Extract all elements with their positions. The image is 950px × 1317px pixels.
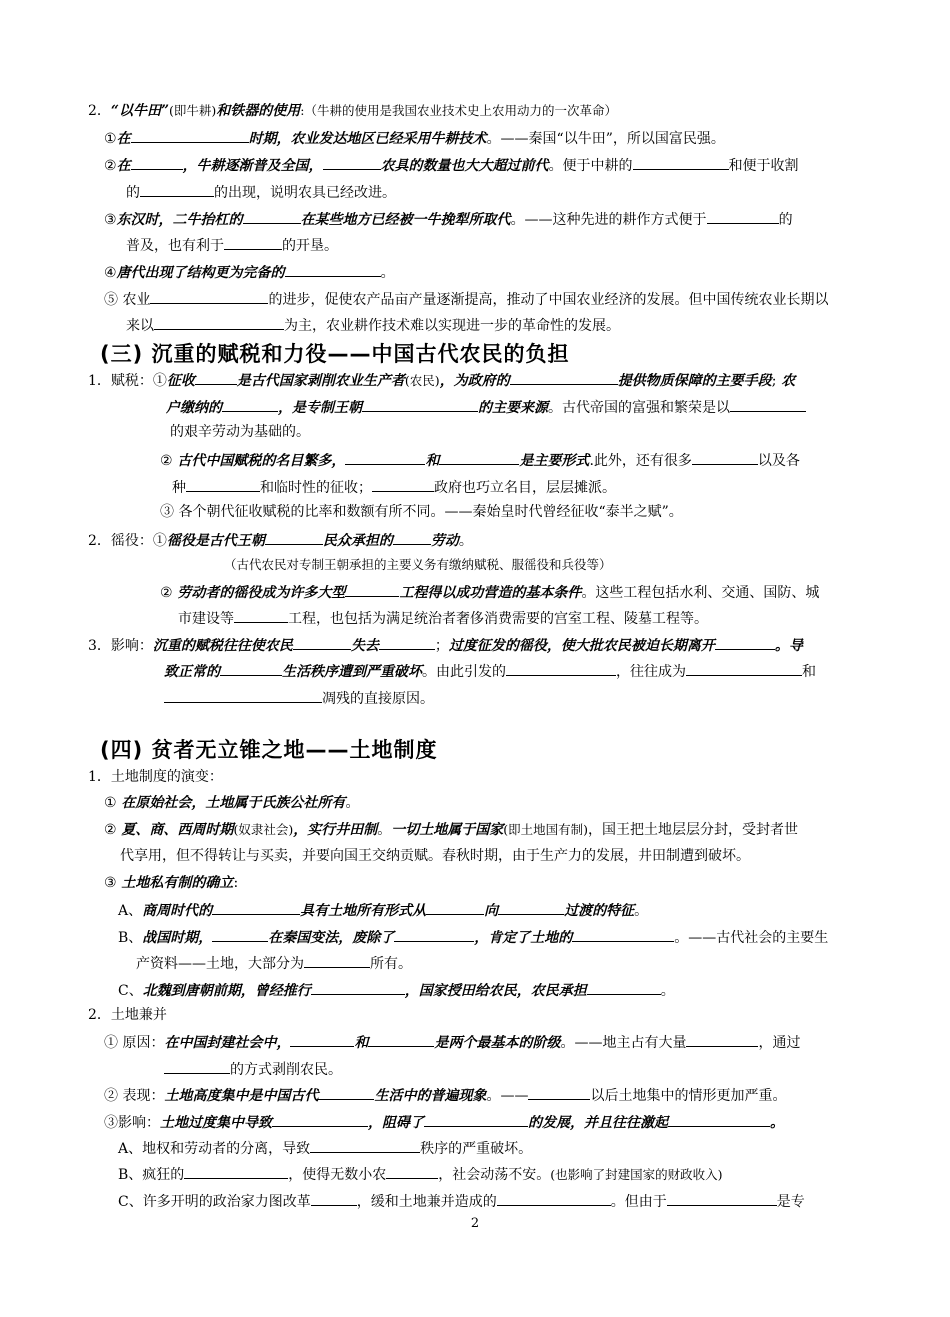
text-line: [126, 234, 338, 256]
fill-blank[interactable]: [285, 261, 381, 277]
text: ;: [771, 373, 777, 389]
keyword: 在秦国变法，废除了: [268, 930, 395, 946]
fill-blank[interactable]: [131, 154, 183, 170]
fill-blank[interactable]: [497, 1190, 611, 1206]
text-line: [118, 1190, 805, 1212]
circled-number: ②: [104, 822, 117, 838]
circled-number: ④: [104, 265, 117, 281]
text-line: [126, 181, 396, 203]
note: (即土地国有制): [503, 822, 588, 837]
text: 以及各: [757, 453, 800, 469]
fill-blank[interactable]: [692, 449, 758, 465]
fill-blank[interactable]: [345, 581, 399, 597]
keyword: 具有土地所有形式从: [300, 903, 427, 919]
fill-blank[interactable]: [212, 926, 268, 942]
fill-blank[interactable]: [668, 1111, 770, 1127]
text: 。: [660, 983, 675, 999]
fill-blank[interactable]: [686, 660, 802, 676]
keyword: 提供物质保障的主要手段: [617, 373, 772, 389]
text: 。由此引发的: [422, 664, 506, 680]
item-number: 3．影响：: [88, 638, 153, 654]
keyword: 商周时代的: [142, 903, 213, 919]
item-number: 2．: [88, 103, 111, 119]
keyword: “以牛田”: [110, 103, 170, 119]
keyword: 过度征发的徭役，使大批农民被迫长期离开: [448, 638, 715, 654]
text: 为主，农业耕作技术难以实现进一步的革命性的发展。: [284, 318, 620, 334]
note: (也影响了封建国家的财政收入): [550, 1167, 723, 1182]
keyword: 战国时期，: [142, 930, 213, 946]
circled-number: ②: [160, 453, 173, 469]
text: C、许多开明的政治家力图改革: [118, 1194, 311, 1210]
fill-blank[interactable]: [424, 1111, 528, 1127]
text: 。: [380, 265, 395, 281]
text: B、疯狂的: [118, 1167, 185, 1183]
circled-number: ①: [104, 795, 117, 811]
keyword: 向: [484, 903, 499, 919]
text-line: [104, 820, 798, 840]
keyword: 农: [776, 373, 796, 389]
fill-blank[interactable]: [186, 476, 260, 492]
fill-blank[interactable]: [290, 1031, 354, 1047]
keyword: 是主要形式: [519, 453, 590, 469]
fill-blank[interactable]: [379, 634, 435, 650]
text: 产资料——土地，大部分为: [136, 956, 304, 972]
keyword: 土地过度集中导致: [160, 1115, 272, 1131]
fill-blank[interactable]: [224, 234, 282, 250]
keyword: 。导: [774, 638, 803, 654]
keyword: 劳动: [430, 533, 459, 549]
text: 所有。: [370, 956, 412, 972]
text-line: [88, 101, 617, 121]
text: 代享用，但不得转让与买卖，并要向国王交纳贡赋。春秋时期，由于生产力的发展，井田制遭到破坏。: [120, 848, 750, 864]
fill-blank[interactable]: [372, 476, 434, 492]
fill-blank[interactable]: [386, 1163, 438, 1179]
text: 。但由于: [610, 1194, 667, 1210]
text-line: [118, 899, 648, 921]
fill-blank[interactable]: [633, 154, 729, 170]
text: 普及，也有利于: [126, 238, 224, 254]
text: 的方式剥削农民。: [230, 1062, 342, 1078]
text-line: [104, 1031, 800, 1053]
text: 的: [126, 185, 140, 201]
text-line: [178, 607, 708, 629]
text-line: [104, 208, 793, 230]
text-line: [118, 979, 675, 1001]
text: 。: [634, 903, 649, 919]
text: 的艰辛劳动为基础的。: [170, 424, 310, 440]
text: 。——秦国“以牛田”，所以国富民强。: [486, 131, 725, 147]
keyword: 是古代国家剥削农业生产者: [236, 373, 405, 389]
fill-blank[interactable]: [667, 1190, 777, 1206]
text: ；: [434, 638, 449, 654]
text: ③ 各个朝代征收赋税的比率和数额有所不同。——秦始皇时代曾经征收“泰半之赋”。: [160, 504, 683, 520]
fill-blank[interactable]: [222, 396, 278, 412]
keyword: ，牛耕逐渐普及全国，: [182, 158, 323, 174]
text: A、: [118, 903, 143, 919]
fill-blank[interactable]: [393, 529, 431, 545]
fill-blank[interactable]: [439, 449, 519, 465]
fill-blank[interactable]: [243, 208, 301, 224]
text: 。——古代社会的主要生: [674, 930, 829, 946]
text: 来以: [126, 318, 154, 334]
text-line: [104, 1111, 784, 1133]
circled-number: ①: [104, 131, 117, 147]
note: （古代农民对专制王朝承担的主要义务有缴纳赋税、服徭役和兵役等）: [224, 557, 612, 572]
text-line: [88, 1005, 167, 1025]
keyword: 在: [116, 158, 131, 174]
keyword: 工程得以成功营造的基本条件: [399, 585, 582, 601]
fill-blank[interactable]: [150, 288, 268, 304]
keyword: 劳动者的徭役成为许多大型: [172, 585, 346, 601]
text-line: [104, 873, 238, 893]
keyword: 沉重的赋税往往使农民: [152, 638, 293, 654]
text: ，使得无数小农: [288, 1167, 387, 1183]
keyword: ，是专制王朝: [278, 400, 362, 416]
text: :: [233, 875, 239, 891]
text: 以后土地集中的情形更加严重。: [590, 1088, 787, 1104]
keyword: 在: [116, 131, 131, 147]
section-heading: (三) 沉重的赋税和力役——中国古代农民的负担: [100, 342, 570, 366]
text: ，往往成为: [616, 664, 686, 680]
keyword: 的主要来源: [478, 400, 548, 416]
text: 政府也巧立名目，层层摊派。: [434, 480, 616, 496]
text: 的进步，促使农产品亩产量逐渐提高，推动了中国农业经济的发展。但中国传统农业长期以: [268, 292, 829, 308]
fill-blank[interactable]: [293, 634, 351, 650]
text-line: [172, 476, 616, 498]
text-line: [164, 1058, 342, 1080]
keyword: 的发展，并且往往激起: [528, 1115, 668, 1131]
keyword: 民众承担的: [322, 533, 393, 549]
text: 凋残的直接原因。: [322, 691, 434, 707]
text: .此外，还有很多: [589, 453, 692, 469]
text-line: [164, 687, 434, 709]
page-number: 2: [470, 1216, 480, 1231]
text: 。这些工程包括水利、交通、国防、城: [581, 585, 820, 601]
text: C、: [118, 983, 143, 999]
keyword: 北魏到唐朝前期，曾经推行: [142, 983, 311, 999]
text: 的开垦。: [282, 238, 338, 254]
circled-number: ③: [104, 875, 117, 891]
keyword: 。: [770, 1115, 784, 1131]
fill-blank[interactable]: [686, 1031, 758, 1047]
keyword: 和: [354, 1035, 369, 1051]
text: 工程，也包括为满足统治者奢侈消费需要的宫室工程、陵墓工程等。: [288, 611, 708, 627]
fill-blank[interactable]: [730, 396, 806, 412]
text: 。: [377, 822, 392, 838]
fill-blank[interactable]: [164, 687, 322, 703]
keyword: 一切土地属于国家: [391, 822, 504, 838]
keyword: ，国家授田给农民，农民承担: [404, 983, 587, 999]
fill-blank[interactable]: [234, 607, 288, 623]
fill-blank[interactable]: [310, 1137, 420, 1153]
fill-blank[interactable]: [311, 1190, 357, 1206]
text-line: [118, 1137, 532, 1159]
text-line: [104, 793, 359, 813]
keyword: ，实行井田制: [293, 822, 378, 838]
circled-number: ②: [160, 585, 173, 601]
fill-blank[interactable]: [195, 369, 237, 385]
text: 。: [345, 795, 360, 811]
text-line: [104, 1084, 786, 1106]
keyword: 唐代出现了结构更为完备的: [116, 265, 285, 281]
fill-blank[interactable]: [304, 952, 370, 968]
keyword: 土地高度集中是中国古代: [164, 1088, 319, 1104]
text: ① 原因：: [104, 1035, 165, 1051]
note: :（牛耕的使用是我国农业技术史上农用动力的一次革命）: [300, 103, 618, 118]
text-line: [120, 846, 750, 866]
keyword: ，为政府的: [439, 373, 510, 389]
fill-blank[interactable]: [140, 181, 214, 197]
fill-blank[interactable]: [707, 208, 779, 224]
keyword: 户缴纳的: [166, 400, 222, 416]
note: (农民): [404, 373, 440, 388]
fill-blank[interactable]: [265, 529, 323, 545]
text-line: [160, 502, 683, 522]
keyword: 生活中的普遍现象: [374, 1088, 487, 1104]
text: 种: [172, 480, 186, 496]
circled-number: ②: [104, 158, 117, 174]
fill-blank[interactable]: [510, 369, 618, 385]
section-heading: (四) 贫者无立锥之地——土地制度: [100, 738, 438, 762]
text-line: [104, 288, 828, 310]
text-line: [160, 449, 800, 471]
fill-blank[interactable]: [506, 660, 616, 676]
text-line: [126, 314, 620, 336]
text: ，缓和土地兼并造成的: [356, 1194, 497, 1210]
keyword: 是两个最基本的阶级: [434, 1035, 561, 1051]
text-line: [170, 422, 310, 442]
fill-blank[interactable]: [272, 1111, 368, 1127]
text: 和: [802, 664, 816, 680]
text: 。: [458, 533, 473, 549]
keyword: 在中国封建社会中，: [164, 1035, 291, 1051]
text: ，国王把土地层层分封，受封者世: [587, 822, 798, 838]
keyword: 时期，农业发达地区已经采用牛耕技术: [248, 131, 487, 147]
text-line: [118, 926, 828, 948]
fill-blank[interactable]: [154, 314, 284, 330]
keyword: 过渡的特征: [564, 903, 635, 919]
text: ③影响：: [104, 1115, 160, 1131]
keyword: 东汉时，二牛抬杠的: [116, 212, 243, 228]
keyword: 土地私有制的确立: [116, 875, 234, 891]
text-line: [88, 529, 473, 551]
item-number: 2．徭役：①: [88, 533, 167, 549]
fill-blank[interactable]: [498, 899, 564, 915]
text-line: [166, 396, 806, 418]
fill-blank[interactable]: [394, 926, 474, 942]
text: ，社会动荡不安。: [438, 1167, 551, 1183]
text-line: [104, 261, 395, 283]
text-line: [88, 369, 795, 391]
text: 市建设等: [178, 611, 234, 627]
keyword: 和铁器的使用: [216, 103, 301, 119]
fill-blank[interactable]: [164, 1058, 230, 1074]
text: ⑤ 农业: [104, 292, 151, 308]
text-line: [136, 952, 412, 974]
text: B、: [118, 930, 143, 946]
fill-blank[interactable]: [212, 899, 300, 915]
fill-blank[interactable]: [572, 926, 674, 942]
note: (即牛耕): [169, 103, 217, 118]
keyword: 农具的数量也大大超过前代: [380, 158, 549, 174]
text-line: [88, 767, 223, 787]
text: 的: [778, 212, 793, 228]
item-number: 2．土地兼并: [88, 1007, 167, 1023]
fill-blank[interactable]: [715, 634, 775, 650]
keyword: 在原始社会，土地属于氏族公社所有: [116, 795, 346, 811]
text: 。——: [486, 1088, 529, 1104]
fill-blank[interactable]: [426, 899, 484, 915]
fill-blank[interactable]: [528, 1084, 590, 1100]
fill-blank[interactable]: [368, 1031, 434, 1047]
circled-number: ③: [104, 212, 117, 228]
fill-blank[interactable]: [323, 154, 381, 170]
keyword: 古代中国赋税的名目繁多，: [172, 453, 346, 469]
keyword: 夏、商、西周时期: [116, 822, 234, 838]
fill-blank[interactable]: [311, 979, 405, 995]
note: (奴隶社会): [233, 822, 294, 837]
text: 和临时性的征收；: [260, 480, 372, 496]
text: 是专: [776, 1194, 805, 1210]
text: ，通过: [758, 1035, 801, 1051]
text: 。便于中耕的: [548, 158, 633, 174]
item-number: 1．土地制度的演变：: [88, 769, 223, 785]
keyword: ，阻碍了: [368, 1115, 424, 1131]
text: 。古代帝国的富强和繁荣是以: [548, 400, 730, 416]
text-line: [164, 660, 816, 682]
keyword: 生活秩序遭到严重破坏: [282, 664, 422, 680]
text: 。——地主占有大量: [560, 1035, 687, 1051]
keyword: 致正常的: [164, 664, 220, 680]
text-line: [88, 634, 803, 656]
fill-blank[interactable]: [318, 1084, 374, 1100]
fill-blank[interactable]: [362, 396, 478, 412]
keyword: ，肯定了土地的: [474, 930, 573, 946]
text: 的出现，说明农具已经改进。: [214, 185, 396, 201]
item-number: 1．赋税：①: [88, 373, 167, 389]
keyword: 徭役是古代王朝: [166, 533, 265, 549]
text: 和便于收割: [728, 158, 799, 174]
fill-blank[interactable]: [131, 127, 249, 143]
keyword: 征收: [166, 373, 195, 389]
text-line: [160, 581, 819, 603]
text: 。——这种先进的耕作方式便于: [510, 212, 707, 228]
text: 秩序的严重破坏。: [420, 1141, 533, 1157]
text: A、地权和劳动者的分离，导致: [118, 1141, 311, 1157]
keyword: 在某些地方已经被一牛挽犁所取代: [300, 212, 511, 228]
keyword: 和: [425, 453, 440, 469]
text-line: [104, 127, 725, 149]
text-line: [118, 1163, 723, 1185]
fill-blank[interactable]: [220, 660, 282, 676]
text-line: [104, 154, 799, 176]
fill-blank[interactable]: [184, 1163, 288, 1179]
fill-blank[interactable]: [587, 979, 661, 995]
keyword: 失去: [350, 638, 379, 654]
fill-blank[interactable]: [345, 449, 425, 465]
text: ② 表现：: [104, 1088, 165, 1104]
text-line: [224, 555, 612, 575]
